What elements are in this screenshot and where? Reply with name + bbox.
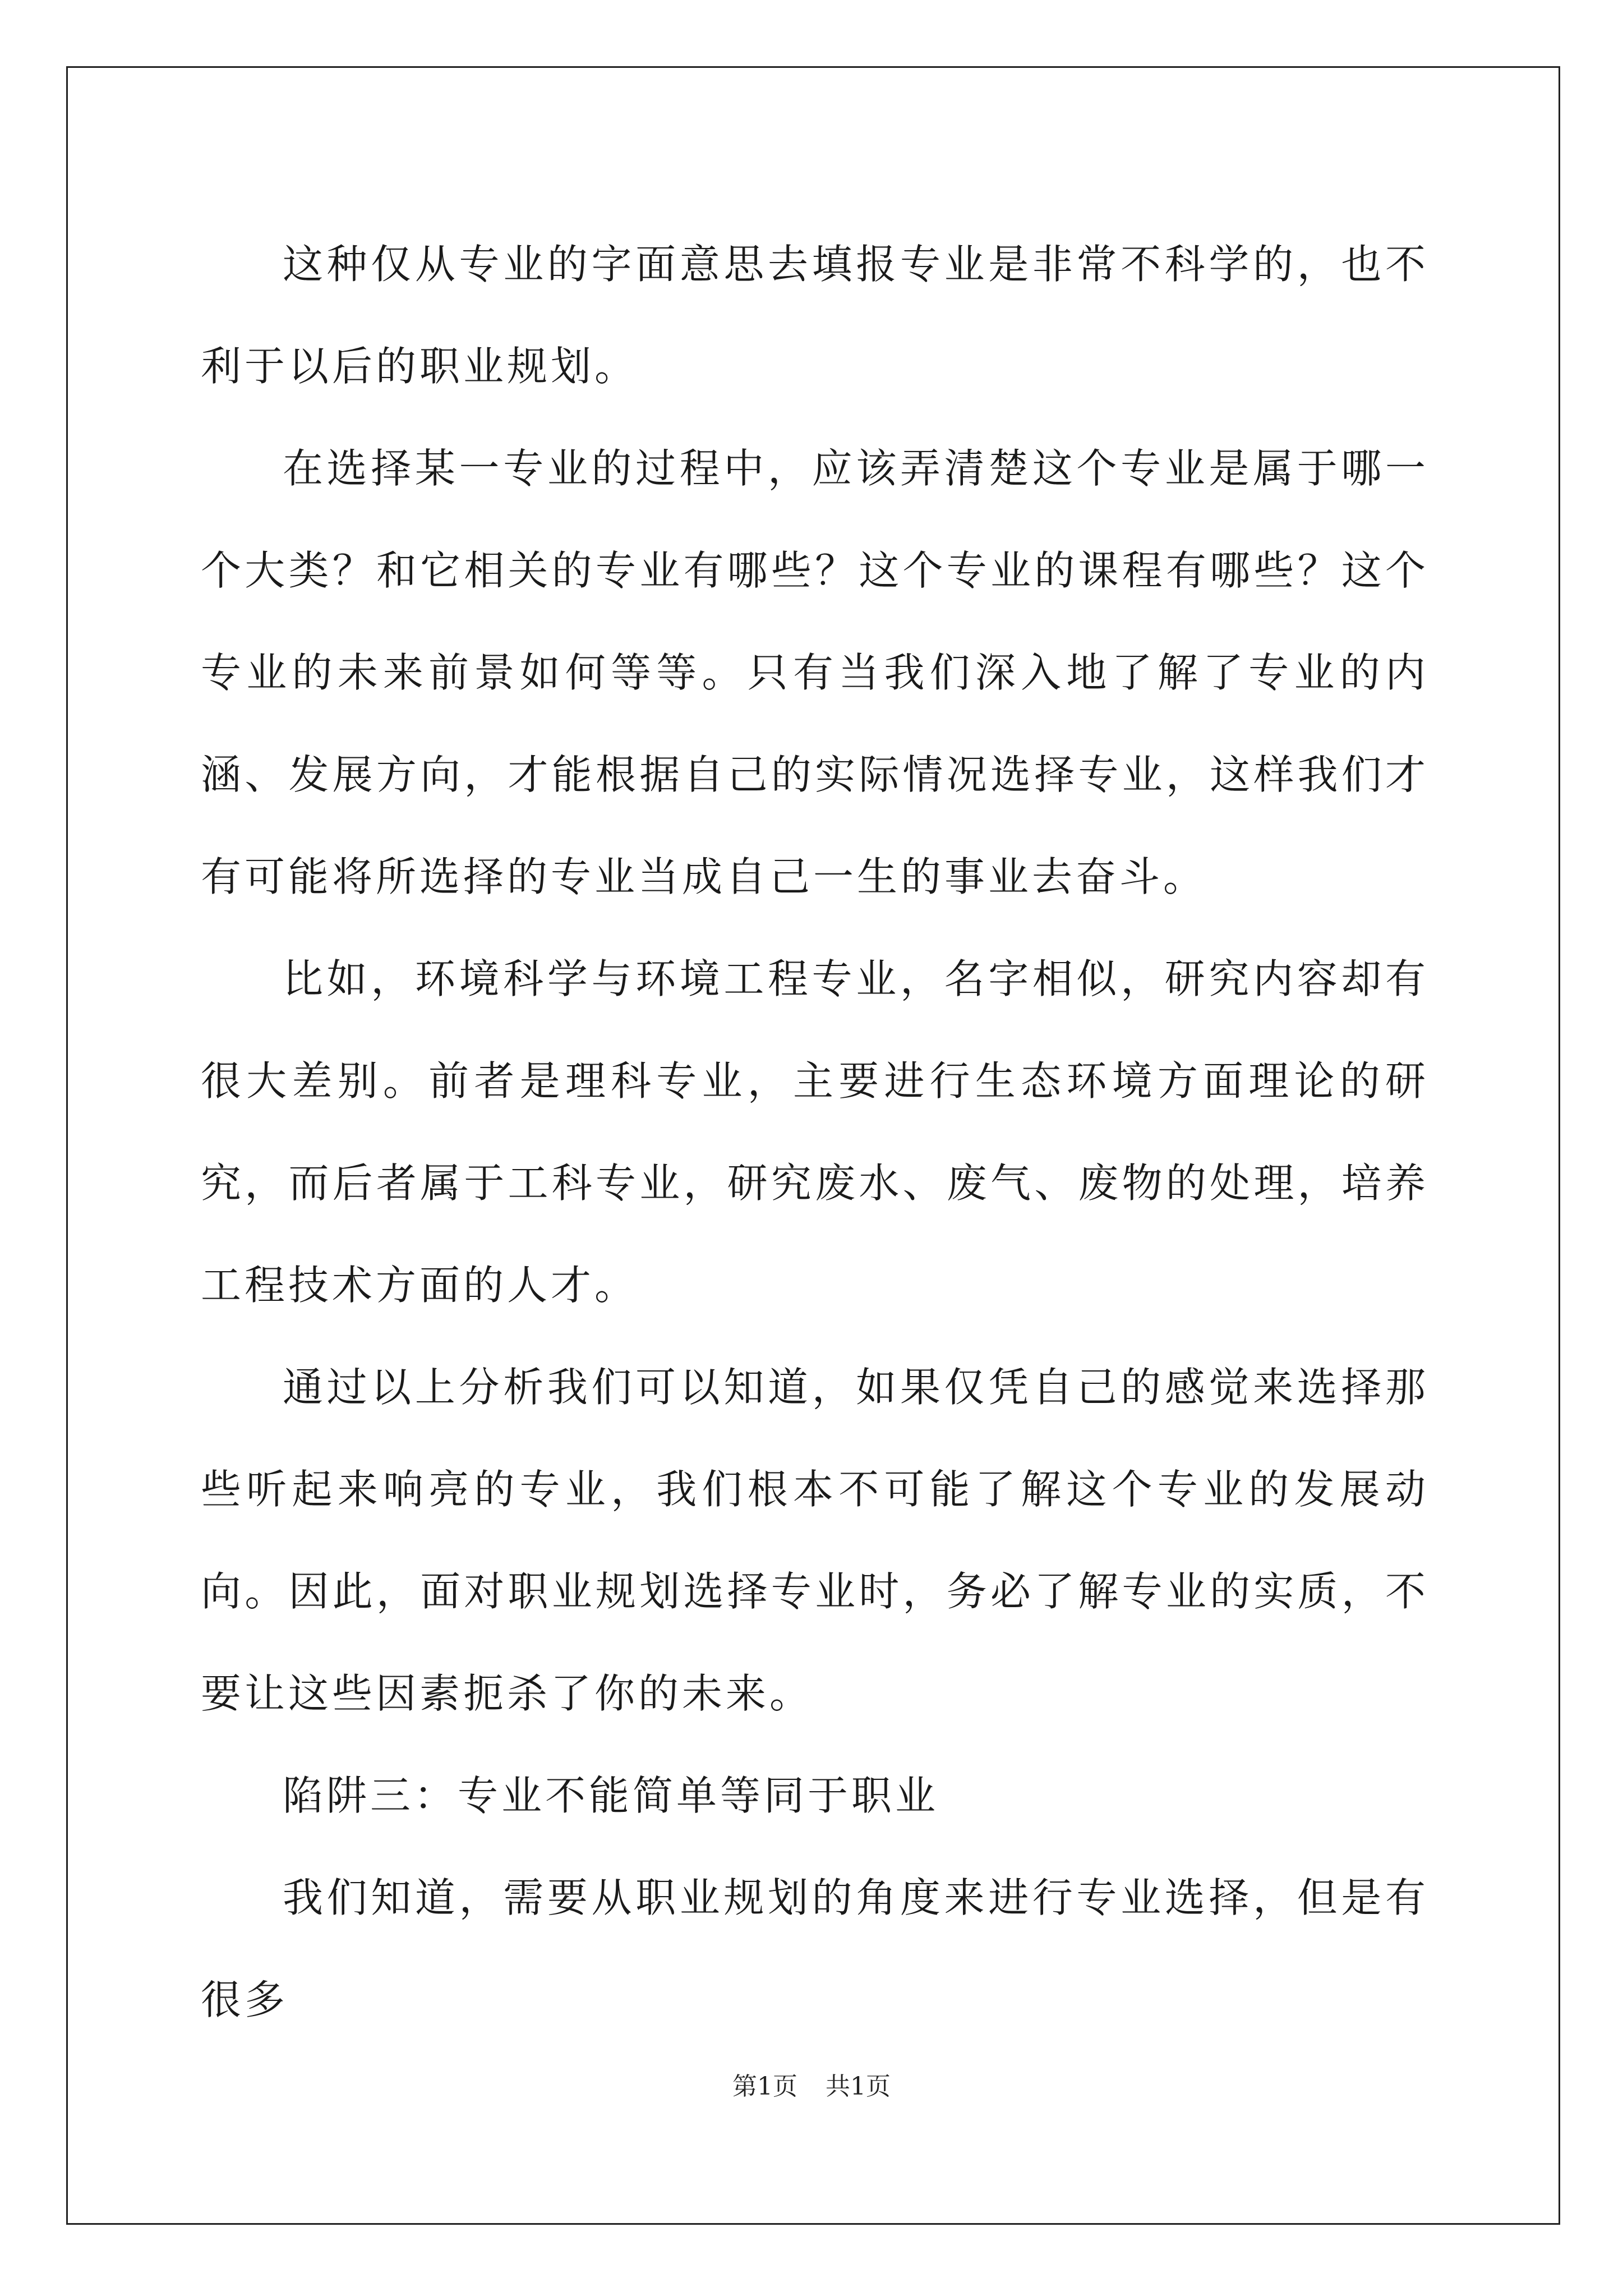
page-number-current: 第1页 [732, 2072, 797, 2101]
paragraph-4: 通过以上分析我们可以知道，如果仅凭自己的感觉来选择那些听起来响亮的专业，我们根本不可能了解这个专业的发展动向。因此，面对职业规划选择专业时，务必了解专业的实质，不要让这些因素扼杀了你的未来。 [201, 1364, 1429, 1717]
paragraph-3: 比如，环境科学与环境工程专业，名字相似，研究内容却有很大差别。前者是理科专业，主要进行生态环境方面理论的研究，而后者属于工科专业，研究废水、废气、废物的处理，培养工程技术方面的人才。 [201, 955, 1429, 1309]
paragraph-1: 这种仅从专业的字面意思去填报专业是非常不科学的，也不利于以后的职业规划。 [201, 241, 1429, 390]
paragraph-2: 在选择某一专业的过程中，应该弄清楚这个专业是属于哪一个大类？和它相关的专业有哪些？这个专业的课程有哪些？这个专业的未来前景如何等等。只有当我们深入地了解了专业的内涵、发展方向，才能根据自己的实际情况选择专业，这样我们才有可能将所选择的专业当成自己一生的事业去奋斗。 [201, 445, 1429, 900]
document-body [201, 213, 1429, 2051]
page-number-total: 共1页 [826, 2072, 891, 2101]
paragraph-5: 我们知道，需要从职业规划的角度来进行专业选择，但是有很多 [201, 1874, 1429, 2023]
page-footer [0, 2070, 1623, 2104]
section-heading: 陷阱三：专业不能简单等同于职业 [283, 1772, 939, 1819]
